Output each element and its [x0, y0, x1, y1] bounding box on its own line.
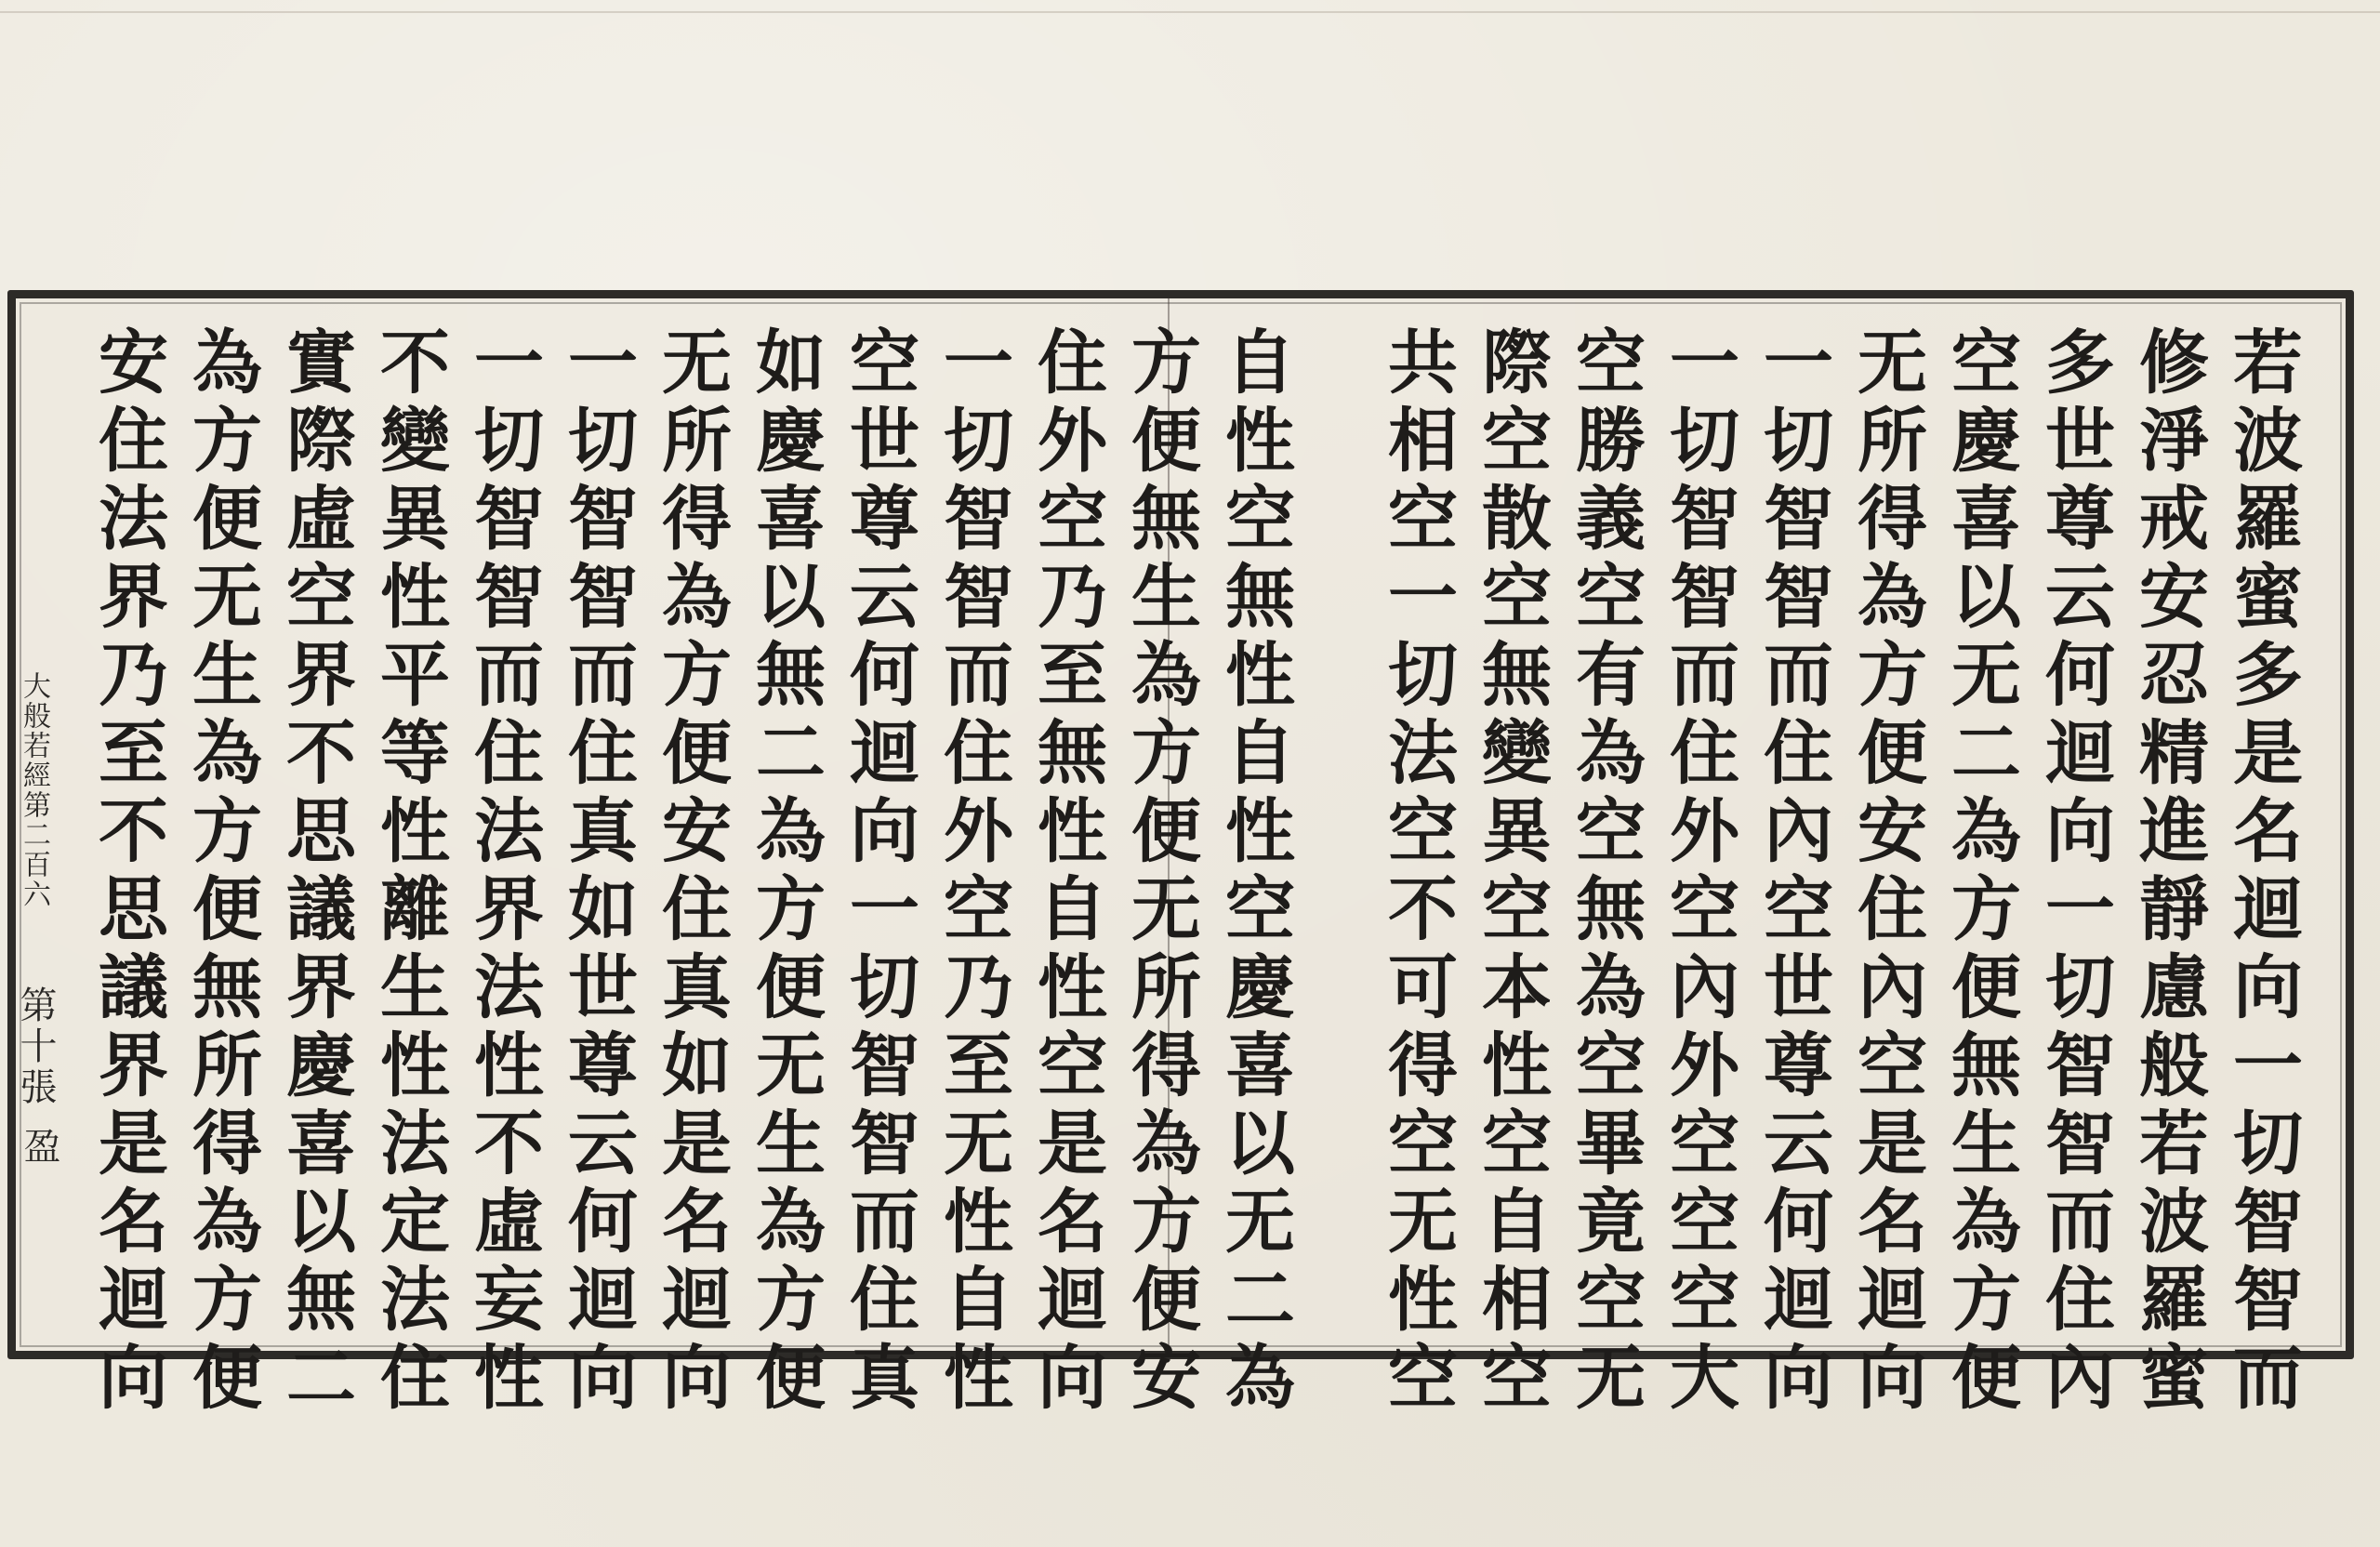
- text-column: 不變異性平等性離生性法定法住: [369, 325, 451, 1419]
- text-column: 如慶喜以無二為方便无生為方便: [745, 325, 826, 1419]
- volume-title-note: 大般若經第二百六: [18, 671, 50, 909]
- text-column: 為方便无生為方便無所得為方便: [181, 325, 263, 1419]
- text-column: 一切智智而住法界法性不虛妄性: [463, 325, 545, 1419]
- text-column: 一切智智而住外空乃至无性自性: [932, 325, 1014, 1419]
- text-column: 一切智智而住真如世尊云何迴向: [557, 325, 639, 1419]
- text-column: 際空散空無變異空本性空自相空: [1471, 325, 1553, 1419]
- text-column: 住外空乃至無性自性空是名迴向: [1026, 325, 1108, 1419]
- text-column: 空慶喜以无二為方便無生為方便: [1940, 325, 2022, 1419]
- page-number-note: 第十張: [14, 985, 57, 1108]
- text-column: 空世尊云何迴向一切智智而住真: [839, 325, 920, 1419]
- text-column: 若波羅蜜多是名迴向一切智智而: [2222, 325, 2304, 1419]
- text-column: 无所得為方便安住真如是名迴向: [651, 325, 733, 1419]
- text-column: 无所得為方便安住內空是名迴向: [1846, 325, 1928, 1419]
- text-column: 安住法界乃至不思議界是名迴向: [87, 325, 169, 1419]
- text-column: 自性空無性自性空慶喜以无二為: [1214, 325, 1296, 1419]
- text-column: 實際虛空界不思議界慶喜以無二: [275, 325, 357, 1419]
- text-column: 一切智智而住內空世尊云何迴向: [1752, 325, 1834, 1419]
- text-column: 共相空一切法空不可得空无性空: [1377, 325, 1459, 1419]
- text-column: 空勝義空有為空無為空畢竟空无: [1565, 325, 1646, 1419]
- case-mark-note: 盈: [18, 1127, 60, 1164]
- text-column: 一切智智而住外空內外空空空大: [1659, 325, 1740, 1419]
- text-column: 修淨戒安忍精進靜慮般若波羅蜜: [2128, 325, 2210, 1419]
- text-column: 多世尊云何迴向一切智智而住內: [2034, 325, 2116, 1419]
- text-column: 方便無生為方便无所得為方便安: [1120, 325, 1202, 1419]
- top-fold-line: [0, 11, 2380, 13]
